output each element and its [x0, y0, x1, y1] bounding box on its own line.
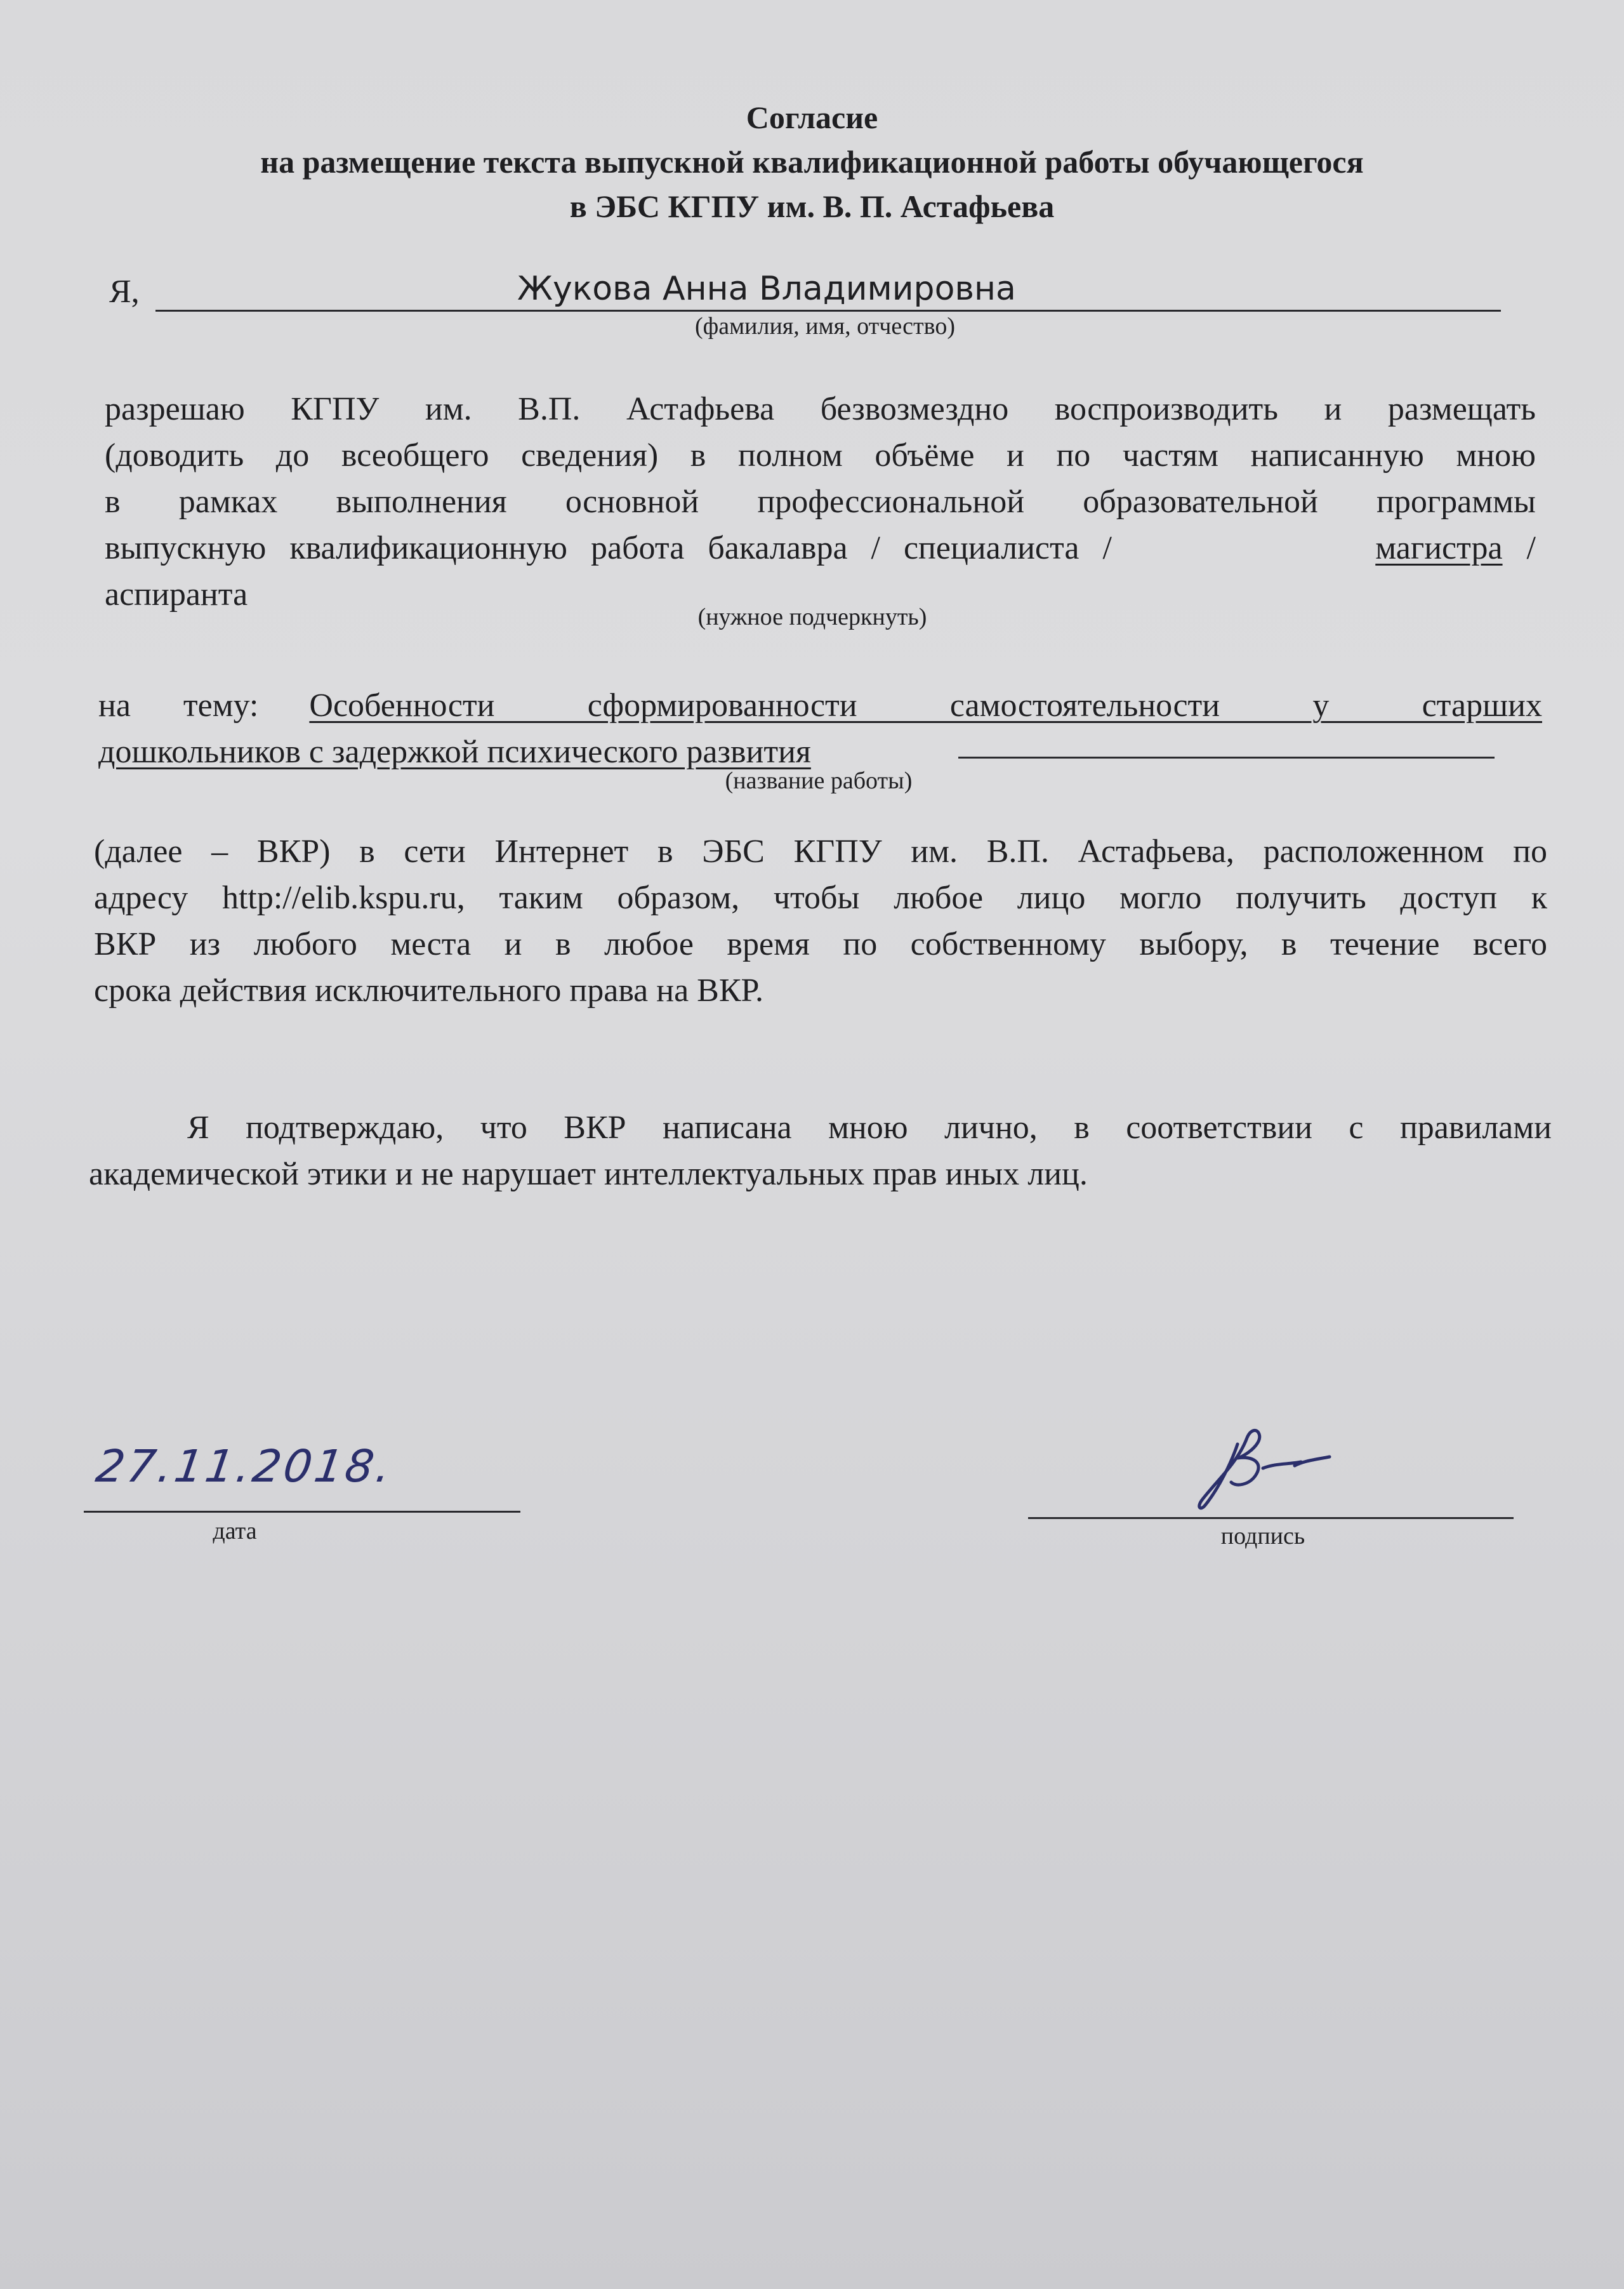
permission-line-3: в рамках выполнения основной профессиональной образовательной программы	[105, 484, 1536, 520]
underline-caption: (нужное подчеркнуть)	[697, 604, 927, 630]
publication-line-3: ВКР из любого места и в любое время по собственному выбору, в течение всего	[94, 926, 1547, 962]
title-line-2: на размещение текста выпускной квалификационной работы обучающегося	[260, 144, 1364, 180]
title-line-3: в ЭБС КГПУ им. В. П. Астафьева	[569, 189, 1055, 224]
name-caption: (фамилия, имя, отчество)	[694, 313, 955, 340]
permission-paragraph	[105, 386, 1536, 618]
topic-caption: (название работы)	[725, 767, 913, 794]
date-handwritten: 27.11.2018.	[93, 1440, 397, 1492]
confirmation-paragraph	[89, 1105, 1552, 1197]
publication-line-4: срока действия исключительного права на ВКР.	[94, 972, 763, 1009]
topic-line-1	[98, 682, 1542, 729]
permission-line-5: аспиранта	[105, 576, 248, 613]
publication-line-2: адресу http://elib.kspu.ru, таким образом, чтобы любое лицо могло получить доступ к	[94, 880, 1547, 916]
confirmation-line-2: академической этики и не нарушает интеллектуальных прав иных лиц.	[89, 1156, 1088, 1192]
permission-line-2: (доводить до всеобщего сведения) в полном объёме и по частям написанную мною	[105, 437, 1536, 474]
document-title	[0, 95, 1624, 229]
confirmation-line-1: Я подтверждаю, что ВКР написана мною лично, в соответствии с правилами	[187, 1110, 1552, 1146]
name-prefix: Я,	[109, 274, 140, 310]
topic-title-part-2: дошкольников с задержкой психического развития	[98, 734, 811, 770]
date-caption: дата	[213, 1518, 257, 1544]
title-line-1: Согласие	[746, 100, 878, 135]
topic-prefix: на тему:	[98, 687, 259, 724]
signature-line	[1028, 1485, 1514, 1519]
permission-line-4	[105, 525, 1536, 571]
topic-title-part-1: Особенности сформированности самостоятельности у старших	[309, 687, 1542, 724]
degree-master-underlined: магистра	[1375, 530, 1503, 566]
permission-line-1: разрешаю КГПУ им. В.П. Астафьева безвозмездно воспроизводить и размещать	[105, 391, 1536, 427]
topic-fill-line	[958, 724, 1495, 759]
degree-separator: /	[1526, 530, 1536, 566]
signature-caption: подпись	[1220, 1523, 1305, 1549]
publication-line-1: (далее – ВКР) в сети Интернет в ЭБС КГПУ им. В.П. Астафьева, расположенном по	[94, 833, 1547, 870]
date-line	[84, 1479, 520, 1513]
degree-options: выпускную квалификационную работа бакалавра / специалиста /	[105, 530, 1112, 566]
full-name-value: Жукова Анна Владимировна	[517, 270, 1016, 308]
publication-paragraph	[94, 828, 1547, 1014]
